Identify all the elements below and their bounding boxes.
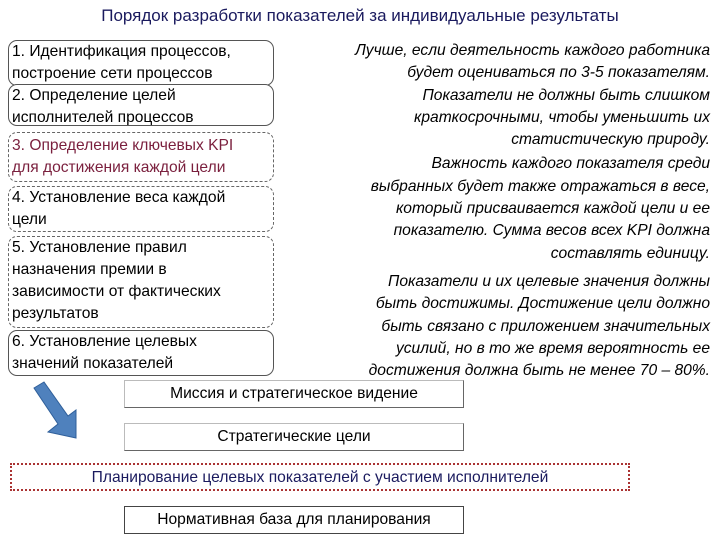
flow-mission: Миссия и стратегическое видение bbox=[124, 380, 464, 408]
note-1-line-5: статистическую природу. bbox=[511, 131, 710, 149]
step-5-line-4: результатов bbox=[12, 305, 99, 322]
step-3-line-1: 3. Определение ключевых KPI bbox=[12, 137, 234, 154]
step-6-line-2: значений показателей bbox=[12, 355, 174, 372]
note-3-line-3: быть связано с приложением значительных bbox=[381, 317, 710, 335]
step-1 bbox=[8, 40, 274, 86]
note-3-line-1: Показатели и их целевые значения должны bbox=[388, 272, 710, 290]
step-5-line-1: 5. Установление правил bbox=[12, 239, 187, 256]
note-1-line-1: Лучше, если деятельность каждого работника bbox=[355, 42, 710, 59]
note-3 bbox=[296, 271, 710, 382]
step-1-line-2: построение сети процессов bbox=[12, 65, 213, 82]
note-3-line-4: усилий, но в то же время вероятность ее bbox=[395, 339, 710, 357]
step-3 bbox=[8, 132, 274, 182]
note-1-line-4: краткосрочными, чтобы уменьшить их bbox=[413, 108, 710, 126]
arrow-down-right-icon bbox=[30, 380, 86, 442]
note-2 bbox=[296, 153, 710, 264]
note-2-line-5: составлять единицу. bbox=[550, 244, 710, 262]
step-4-line-2: цели bbox=[12, 211, 47, 228]
note-1-line-2: будет оцениваться по 3-5 показателям. bbox=[407, 64, 710, 82]
step-5 bbox=[8, 236, 274, 328]
step-3-line-2: для достижения каждой цели bbox=[12, 159, 226, 176]
step-5-line-2: назначения премии в bbox=[12, 261, 167, 278]
step-5-line-3: зависимости от фактических bbox=[12, 283, 221, 300]
note-2-line-2: выбранных будет также отражаться в весе, bbox=[370, 177, 710, 195]
step-4 bbox=[8, 186, 274, 232]
step-1-line-1: 1. Идентификация процессов, bbox=[12, 43, 231, 60]
page-title: Порядок разработки показателей за индивидуальные результаты bbox=[101, 6, 619, 25]
note-2-line-4: показателю. Сумма весов всех KPI должна bbox=[393, 222, 710, 240]
flow-strategic-goals: Стратегические цели bbox=[124, 423, 464, 451]
note-1-line-3: Показатели не должны быть слишком bbox=[422, 86, 710, 104]
note-3-line-2: быть достижимы. Достижение цели должно bbox=[375, 295, 710, 313]
step-6 bbox=[8, 330, 274, 376]
notes-panel bbox=[296, 40, 710, 384]
flow-target-planning: Планирование целевых показателей с участием исполнителей bbox=[10, 463, 630, 491]
step-2 bbox=[8, 84, 274, 126]
step-2-line-1: 2. Определение целей bbox=[12, 87, 176, 104]
note-3-line-5: достижения должна быть не менее 70 – 80%. bbox=[368, 362, 710, 380]
step-4-line-1: 4. Установление веса каждой bbox=[12, 189, 226, 206]
note-1 bbox=[296, 40, 710, 151]
flow-normative-base: Нормативная база для планирования bbox=[124, 506, 464, 534]
note-2-line-1: Важность каждого показателя среди bbox=[431, 155, 710, 173]
step-6-line-1: 6. Установление целевых bbox=[12, 333, 197, 350]
note-2-line-3: который присваивается каждой цели и ее bbox=[395, 200, 710, 218]
step-2-line-2: исполнителей процессов bbox=[12, 109, 194, 126]
